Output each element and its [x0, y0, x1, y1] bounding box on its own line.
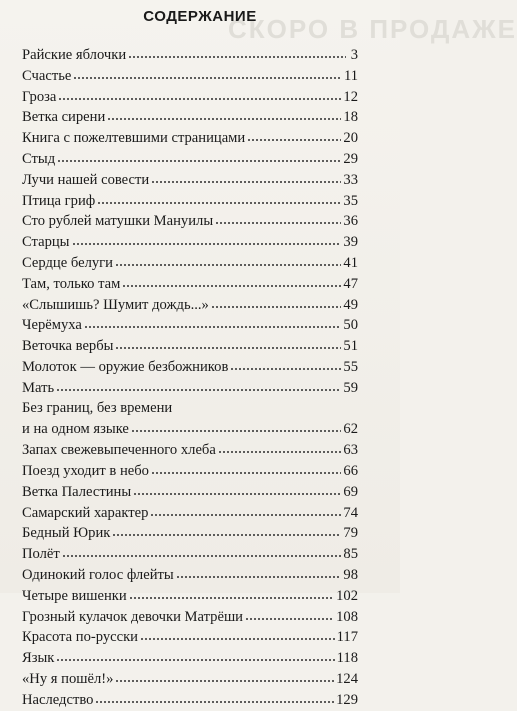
dot-leader [131, 418, 342, 433]
toc-entry-title: Веточка вербы [22, 338, 114, 355]
toc-entry-page: 29 [343, 150, 358, 167]
dot-leader [122, 273, 341, 288]
toc-entry [22, 44, 358, 65]
toc-entry-page: 50 [343, 317, 358, 334]
toc-entry-page: 51 [343, 338, 358, 355]
toc-entry-page: 20 [343, 130, 358, 147]
toc-entry-title: Четыре вишенки [22, 587, 127, 604]
dot-leader [107, 106, 341, 121]
toc-entry-page: 102 [336, 587, 358, 604]
toc-entry-page: 62 [343, 421, 358, 438]
dot-leader [128, 44, 346, 59]
toc-entry-page: 124 [336, 670, 358, 687]
toc-entry [22, 689, 358, 710]
toc-entry-title: Лучи нашей совести [22, 171, 150, 188]
bleed-through-text: СКОРО В ПРОДАЖЕ [228, 14, 517, 44]
toc-entry-title: Там, только там [22, 275, 121, 292]
toc-entry-title: Ветка Палестины [22, 483, 132, 500]
toc-entry-title: Полёт [22, 546, 60, 563]
toc-entry-title: Птица гриф [22, 192, 96, 209]
toc-entry-title: Сердце белуги [22, 254, 113, 271]
dot-leader [56, 377, 341, 392]
toc-entry-page: 85 [343, 546, 358, 563]
toc-entry-title: Наследство [22, 691, 94, 708]
toc-entry-title: Молоток — оружие безбожников [22, 358, 229, 375]
toc-entry-page: 18 [343, 109, 358, 126]
toc-entry [22, 314, 358, 335]
toc-entry-page: 36 [343, 213, 358, 230]
toc-entry [22, 231, 358, 252]
toc-entry-line [22, 398, 358, 419]
toc-entry-page: 47 [343, 275, 358, 292]
toc-entry-title: «Ну я пошёл!» [22, 670, 114, 687]
dot-leader [151, 169, 341, 184]
toc-entry-page: 41 [343, 254, 358, 271]
toc-entry [22, 252, 358, 273]
toc-entry [22, 460, 358, 481]
toc-entry [22, 356, 358, 377]
page-title: СОДЕРЖАНИЕ [143, 8, 257, 25]
toc-entry-line [22, 418, 358, 439]
toc-entry [22, 169, 358, 190]
dot-leader [73, 65, 342, 80]
toc-entry-page: 98 [343, 566, 358, 583]
toc-entry-title: Счастье [22, 67, 72, 84]
toc-entry [22, 210, 358, 231]
toc-entry [22, 398, 358, 440]
dot-leader [57, 148, 341, 163]
toc-entry [22, 481, 358, 502]
dot-leader [150, 502, 341, 517]
toc-entry-page: 49 [343, 296, 358, 313]
toc-entry-page: 35 [343, 192, 358, 209]
dot-leader [129, 585, 334, 600]
toc-entry-page: 3 [350, 47, 358, 63]
toc-entry-title-continued: и на одном языке [22, 421, 129, 438]
dot-leader [230, 356, 341, 371]
toc-entry-title: Черёмуха [22, 317, 82, 334]
toc-entry-title: Запах свежевыпеченного хлеба [22, 442, 216, 459]
toc-entry [22, 522, 358, 543]
toc-entry [22, 106, 358, 127]
toc-entry [22, 335, 358, 356]
toc-entry [22, 606, 358, 627]
dot-leader [95, 689, 334, 704]
toc-entry-title: Гроза [22, 88, 57, 105]
dot-leader [84, 314, 342, 329]
toc-entry-title: Райские яблочки [22, 47, 127, 63]
toc-entry [22, 294, 358, 315]
toc-entry-title: Ветка сирени [22, 109, 106, 126]
toc-entry-page: 108 [336, 608, 358, 625]
dot-leader [115, 252, 341, 267]
dot-leader [245, 606, 334, 621]
dot-leader [115, 335, 341, 350]
toc-entry-page: 63 [343, 442, 358, 459]
toc-entry-page: 55 [343, 358, 358, 375]
toc-entry-page: 39 [343, 234, 358, 251]
toc-entry-title: Без границ, без времени [22, 399, 173, 416]
toc-entry-title: Стыд [22, 150, 56, 167]
toc-entry [22, 190, 358, 211]
toc-entry [22, 564, 358, 585]
toc-entry-page: 79 [343, 525, 358, 542]
dot-leader [72, 231, 342, 246]
dot-leader [151, 460, 341, 475]
toc-entry [22, 273, 358, 294]
toc-entry [22, 127, 358, 148]
toc-entry-title: Самарский характер [22, 504, 149, 521]
toc-entry-title: Грозный кулачок девочки Матрёши [22, 608, 243, 625]
toc-entry-page: 12 [343, 88, 358, 105]
dot-leader [112, 522, 341, 537]
toc-entry [22, 65, 358, 86]
dot-leader [211, 294, 342, 309]
toc-entry-title: Одинокий голос флейты [22, 566, 174, 583]
toc-entry-title: Старцы [22, 234, 70, 251]
toc-entry-title: Мать [22, 379, 55, 396]
toc-entry [22, 668, 358, 689]
dot-leader [215, 210, 341, 225]
toc-entry-title: Сто рублей матушки Мануилы [22, 213, 214, 230]
dot-leader [58, 86, 341, 101]
toc-entry-page: 129 [336, 691, 358, 708]
toc-entry-title: «Слышишь? Шумит дождь...» [22, 296, 209, 313]
dot-leader [133, 481, 341, 496]
toc-entry-title: Поезд уходит в небо [22, 462, 149, 479]
toc-entry-page: 33 [343, 171, 358, 188]
dot-leader [97, 190, 341, 205]
toc-entry-page: 66 [343, 462, 358, 479]
toc-entry [22, 626, 358, 647]
dot-leader [218, 439, 342, 454]
dot-leader [62, 543, 342, 558]
toc-entry [22, 502, 358, 523]
toc-entry [22, 585, 358, 606]
dot-leader [247, 127, 341, 142]
toc-entry [22, 86, 358, 107]
dot-leader [140, 626, 335, 641]
toc-entry-title: Красота по-русски [22, 629, 138, 646]
table-of-contents [22, 44, 358, 710]
toc-entry-page: 74 [343, 504, 358, 521]
toc-entry [22, 148, 358, 169]
toc-entry-title: Бедный Юрик [22, 525, 111, 542]
dot-leader [56, 647, 334, 662]
dot-leader [115, 668, 334, 683]
toc-entry-page: 118 [336, 650, 358, 667]
toc-entry [22, 377, 358, 398]
toc-entry [22, 543, 358, 564]
toc-entry [22, 647, 358, 668]
toc-entry-page: 117 [336, 629, 358, 646]
toc-entry-title: Книга с пожелтевшими страницами [22, 130, 246, 147]
toc-entry-page: 59 [343, 379, 358, 396]
toc-entry [22, 439, 358, 460]
toc-entry-page: 11 [343, 67, 358, 84]
toc-entry-page: 69 [343, 483, 358, 500]
dot-leader [176, 564, 342, 579]
toc-entry-title: Язык [22, 650, 55, 667]
